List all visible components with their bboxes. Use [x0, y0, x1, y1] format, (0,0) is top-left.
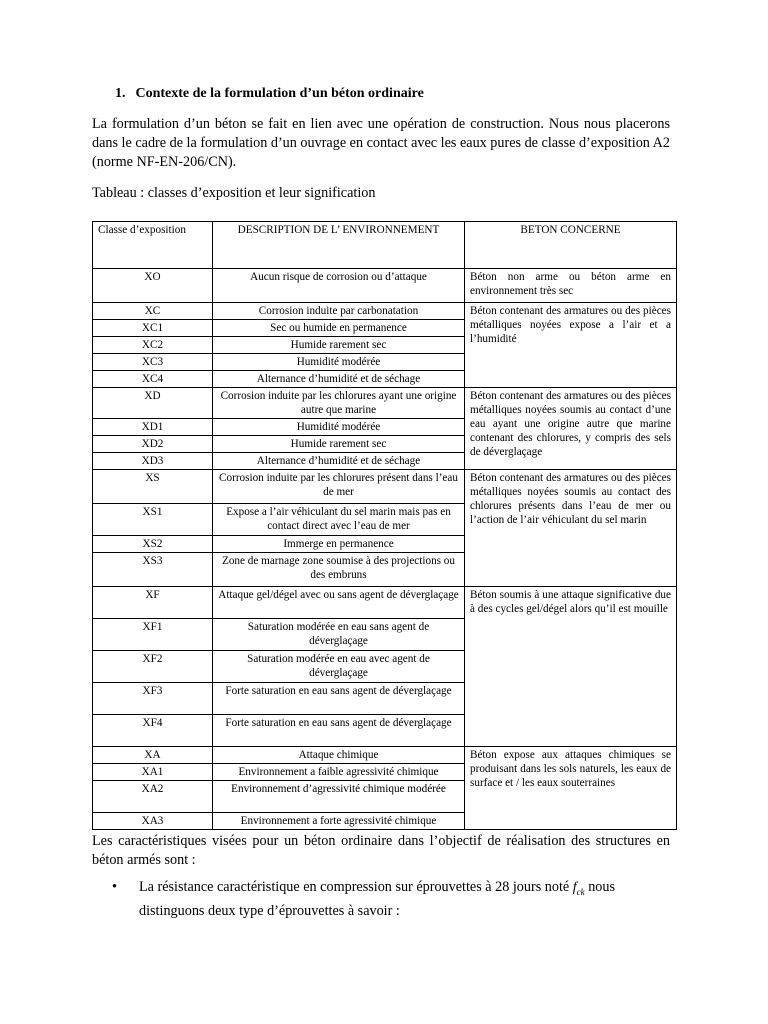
- section-title: Contexte de la formulation d’un béton ordinaire: [135, 86, 424, 101]
- bullet-text-after: nous distinguons deux type d’éprouvettes à savoir :: [139, 879, 615, 919]
- intro-paragraph: La formulation d’un béton se fait en lien avec une opération de construction. Nous nous placerons dans le cadre de la formulation d’un ouvrage en contact avec les eaux pures de classe d’exposition A2 (norme NF-EN-206/CN).: [92, 116, 670, 170]
- description-cell: Alternance d’humidité et de séchage: [213, 453, 465, 470]
- description-cell: Environnement a forte agressivité chimique: [213, 813, 465, 830]
- description-cell: Forte saturation en eau sans agent de déverglaçage: [213, 715, 465, 747]
- beton-concerne-cell: Béton contenant des armatures ou des pièces métalliques noyées expose a l’air et a l’humidité: [465, 303, 677, 388]
- header-classe: Classe d’exposition: [93, 222, 213, 269]
- class-code-cell: XD2: [93, 436, 213, 453]
- class-code-cell: XF3: [93, 683, 213, 715]
- class-code-cell: XC: [93, 303, 213, 320]
- table-row: [93, 587, 677, 619]
- class-code-cell: XC1: [93, 320, 213, 337]
- bullet-item: [112, 878, 672, 921]
- description-cell: Humidité modérée: [213, 419, 465, 436]
- beton-concerne-cell: Béton contenant des armatures ou des pièces métalliques noyées soumis au contact d’une eau ayant une origine autre que marine contenant des chlorures, y compris des sels de déverglaçage: [465, 388, 677, 470]
- class-code-cell: XC4: [93, 371, 213, 388]
- class-code-cell: XC3: [93, 354, 213, 371]
- class-code-cell: XS3: [93, 553, 213, 587]
- class-code-cell: XA2: [93, 781, 213, 813]
- description-cell: Environnement d’agressivité chimique modérée: [213, 781, 465, 813]
- beton-concerne-cell: Béton soumis à une attaque significative due à des cycles gel/dégel alors qu’il est mouille: [465, 587, 677, 747]
- beton-concerne-cell: Béton non arme ou béton arme en environnement très sec: [465, 269, 677, 303]
- class-code-cell: XF: [93, 587, 213, 619]
- class-code-cell: XD1: [93, 419, 213, 436]
- description-cell: Alternance d’humidité et de séchage: [213, 371, 465, 388]
- fck-main: f: [572, 880, 577, 895]
- class-code-cell: XC2: [93, 337, 213, 354]
- table-row: [93, 747, 677, 764]
- description-cell: Immerge en permanence: [213, 536, 465, 553]
- bullet-text-before: La résistance caractéristique en compression sur éprouvettes à 28 jours noté: [139, 879, 570, 895]
- description-cell: Corrosion induite par carbonatation: [213, 303, 465, 320]
- class-code-cell: XO: [93, 269, 213, 303]
- class-code-cell: XA: [93, 747, 213, 764]
- table-row: [93, 470, 677, 504]
- class-code-cell: XF2: [93, 651, 213, 683]
- exposure-classes-table: [92, 221, 677, 830]
- description-cell: Humidité modérée: [213, 354, 465, 371]
- class-code-cell: XA1: [93, 764, 213, 781]
- section-number: 1.: [115, 86, 126, 101]
- description-cell: Attaque gel/dégel avec ou sans agent de déverglaçage: [213, 587, 465, 619]
- description-cell: Sec ou humide en permanence: [213, 320, 465, 337]
- description-cell: Environnement a faible agressivité chimique: [213, 764, 465, 781]
- class-code-cell: XS1: [93, 504, 213, 536]
- description-cell: Humide rarement sec: [213, 337, 465, 354]
- beton-concerne-cell: Béton expose aux attaques chimiques se produisant dans les sols naturels, les eaux de surface et / les eaux souterraines: [465, 747, 677, 830]
- table-row: [93, 388, 677, 419]
- description-cell: Corrosion induite par les chlorures ayant une origine autre que marine: [213, 388, 465, 419]
- bullet-text: [139, 878, 672, 921]
- header-beton: BETON CONCERNE: [465, 222, 677, 269]
- description-cell: Forte saturation en eau sans agent de déverglaçage: [213, 683, 465, 715]
- description-cell: Saturation modérée en eau sans agent de déverglaçage: [213, 619, 465, 651]
- description-cell: Zone de marnage zone soumise à des projections ou des embruns: [213, 553, 465, 587]
- table-row: [93, 269, 677, 303]
- description-cell: Saturation modérée en eau avec agent de déverglaçage: [213, 651, 465, 683]
- beton-concerne-cell: Béton contenant des armatures ou des pièces métalliques noyées soumis au contact des chlorures présents dans l’eau de mer ou l’action de l’air véhiculant du sel marin: [465, 470, 677, 587]
- header-description: DESCRIPTION DE L’ ENVIRONNEMENT: [213, 222, 465, 269]
- description-cell: Corrosion induite par les chlorures présent dans l’eau de mer: [213, 470, 465, 504]
- class-code-cell: XS2: [93, 536, 213, 553]
- class-code-cell: XA3: [93, 813, 213, 830]
- table-header-row: [93, 222, 677, 269]
- characteristics-paragraph: Les caractéristiques visées pour un béton ordinaire dans l’objectif de réalisation des structures en béton armés sont :: [92, 833, 670, 868]
- class-code-cell: XF4: [93, 715, 213, 747]
- class-code-cell: XD3: [93, 453, 213, 470]
- fck-subscript: ck: [576, 886, 585, 897]
- class-code-cell: XS: [93, 470, 213, 504]
- class-code-cell: XD: [93, 388, 213, 419]
- section-heading: [115, 86, 424, 102]
- bullet-symbol: •: [112, 879, 117, 895]
- fck-symbol: [573, 880, 585, 895]
- description-cell: Humide rarement sec: [213, 436, 465, 453]
- table-row: [93, 303, 677, 320]
- table-caption: Tableau : classes d’exposition et leur signification: [92, 185, 376, 201]
- description-cell: Attaque chimique: [213, 747, 465, 764]
- description-cell: Aucun risque de corrosion ou d’attaque: [213, 269, 465, 303]
- description-cell: Expose a l’air véhiculant du sel marin mais pas en contact direct avec l’eau de mer: [213, 504, 465, 536]
- class-code-cell: XF1: [93, 619, 213, 651]
